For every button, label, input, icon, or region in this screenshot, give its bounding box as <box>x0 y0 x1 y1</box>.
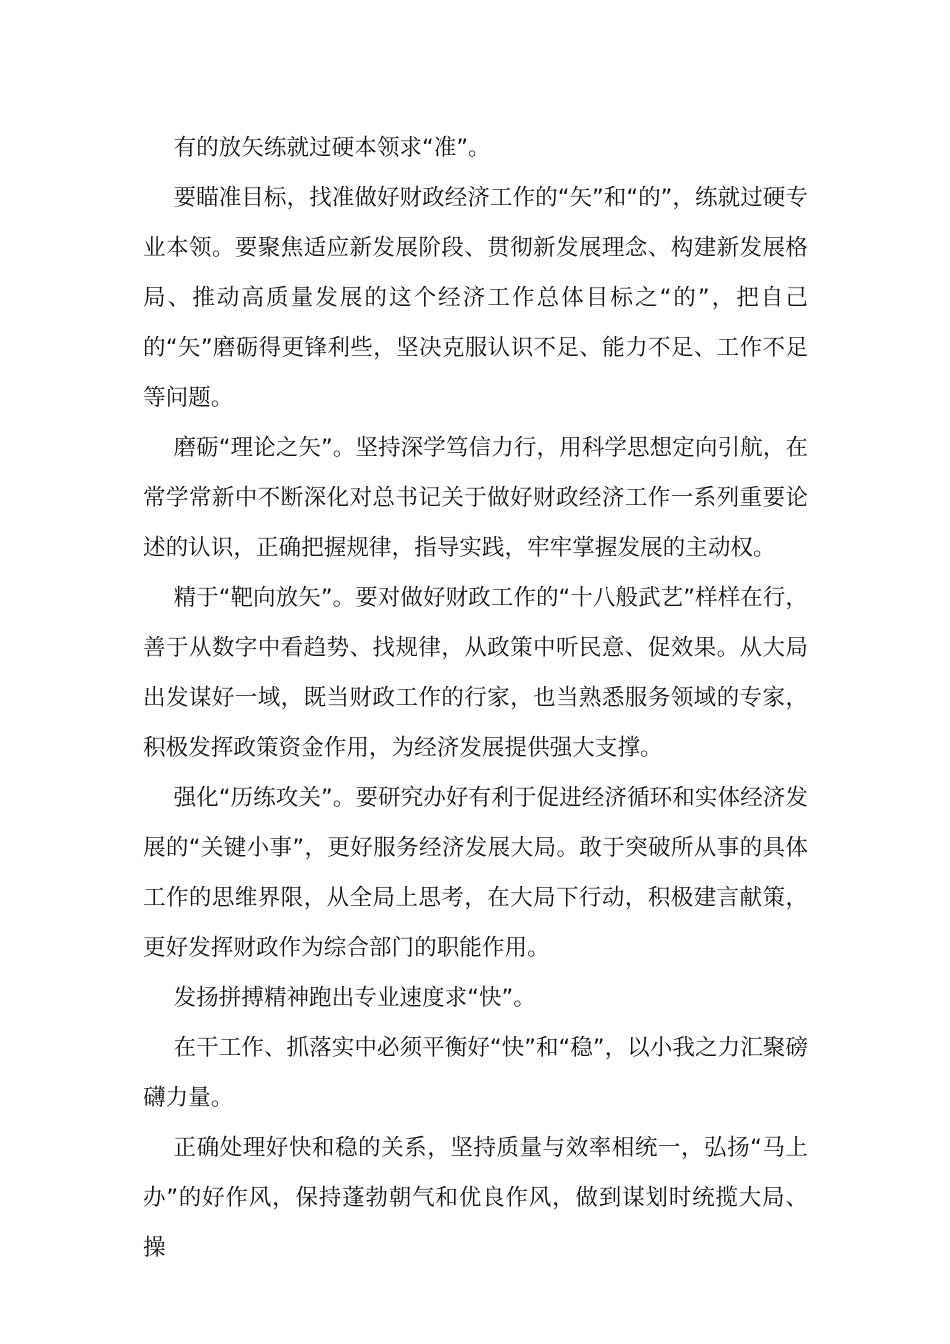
paragraph: 正确处理好快和稳的关系，坚持质量与效率相统一，弘扬“马上办”的好作风，保持蓬勃朝气和优良作风，做到谋划时统揽大局、操 <box>143 1135 808 1261</box>
document-body <box>143 123 808 1273</box>
paragraph: 磨砺“理论之矢”。坚持深学笃信力行，用科学思想定向引航，在常学常新中不断深化对总书记关于做好财政经济工作一系列重要论述的认识，正确把握规律，指导实践，牢牢掌握发展的主动权。 <box>143 435 808 561</box>
paragraph: 发扬拼搏精神跑出专业速度求“快”。 <box>173 985 536 1011</box>
paragraph: 在干工作、抓落实中必须平衡好“快”和“稳”，以小我之力汇聚磅礴力量。 <box>143 1035 808 1111</box>
paragraph: 要瞄准目标，找准做好财政经济工作的“矢”和“的”，练就过硬专业本领。要聚焦适应新发展阶段、贯彻新发展理念、构建新发展格局、推动高质量发展的这个经济工作总体目标之“的”，把自己的“矢”磨砺得更锋利些，坚决克服认识不足、能力不足、工作不足等问题。 <box>143 185 808 411</box>
paragraph: 有的放矢练就过硬本领求“准”。 <box>173 135 491 161</box>
paragraph: 强化“历练攻关”。要研究办好有利于促进经济循环和实体经济发展的“关键小事”，更好服务经济发展大局。敢于突破所从事的具体工作的思维界限，从全局上思考，在大局下行动，积极建言献策，更好发挥财政作为综合部门的职能作用。 <box>143 785 808 961</box>
paragraph: 精于“靶向放矢”。要对做好财政工作的“十八般武艺”样样在行，善于从数字中看趋势、找规律，从政策中听民意、促效果。从大局出发谋好一域，既当财政工作的行家，也当熟悉服务领域的专家，积极发挥政策资金作用，为经济发展提供强大支撑。 <box>143 585 808 761</box>
